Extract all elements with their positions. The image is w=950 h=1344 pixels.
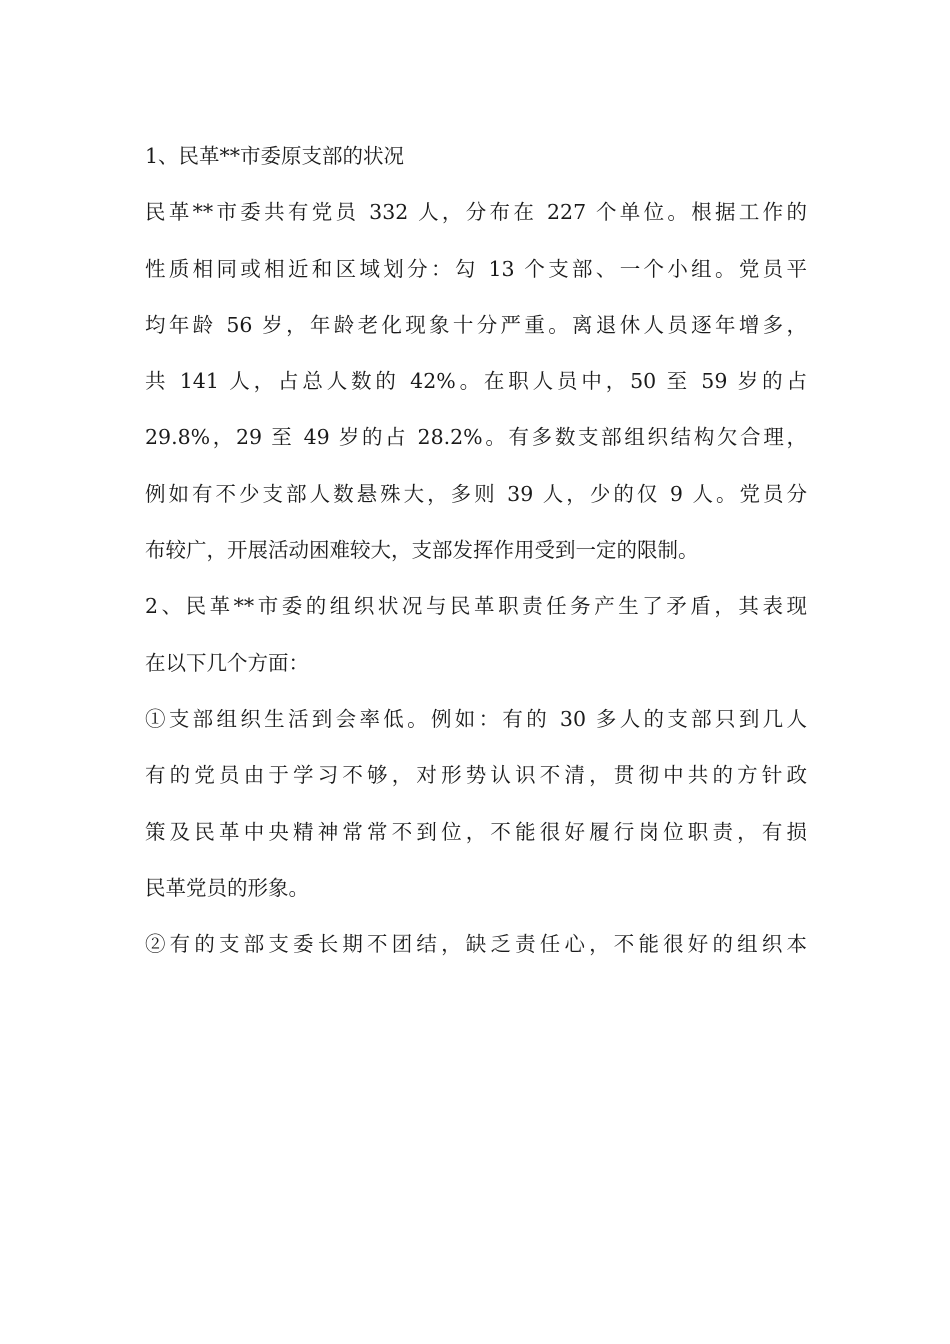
text-line: 均年龄 56 岁，年龄老化现象十分严重。离退休人员逐年增多， bbox=[145, 312, 807, 337]
text-line: 2、民革**市委的组织状况与民革职责任务产生了矛盾，其表现 bbox=[145, 594, 807, 619]
text-line: 1、民革**市委原支部的状况 bbox=[145, 144, 405, 168]
text-line: ②有的支部支委长期不团结，缺乏责任心，不能很好的组织本 bbox=[145, 932, 807, 957]
text-line: 民革**市委共有党员 332 人，分布在 227 个单位。根据工作的 bbox=[145, 200, 807, 225]
text-line: 29.8%，29 至 49 岁的占 28.2%。有多数支部组织结构欠合理， bbox=[145, 425, 807, 450]
text-line: 在以下几个方面： bbox=[145, 650, 309, 675]
text-line: 例如有不少支部人数悬殊大，多则 39 人，少的仅 9 人。党员分 bbox=[145, 481, 807, 506]
text-line: 布较广，开展活动困难较大，支部发挥作用受到一定的限制。 bbox=[145, 538, 699, 563]
text-line: 性质相同或相近和区域划分：勾 13 个支部、一个小组。党员平 bbox=[145, 256, 807, 281]
text-line: 民革党员的形象。 bbox=[145, 875, 309, 900]
text-line: 有的党员由于学习不够，对形势认识不清，贯彻中共的方针政 bbox=[145, 763, 807, 788]
text-line: 策及民革中央精神常常不到位，不能很好履行岗位职责，有损 bbox=[145, 819, 807, 844]
text-line: 共 141 人，占总人数的 42%。在职人员中，50 至 59 岁的占 bbox=[145, 369, 807, 394]
text-line: ①支部组织生活到会率低。例如：有的 30 多人的支部只到几人 bbox=[145, 706, 807, 731]
document-body bbox=[145, 128, 807, 972]
